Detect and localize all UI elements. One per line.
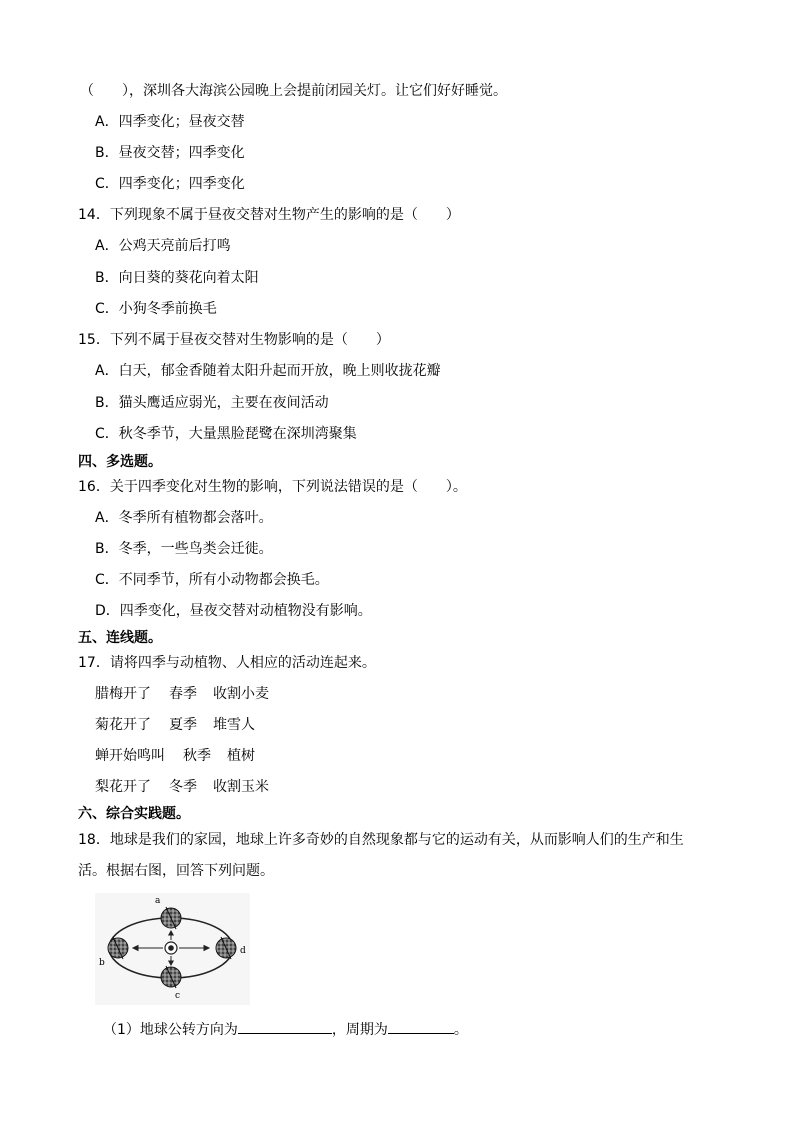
match-right-item: 收割小麦 bbox=[213, 686, 269, 702]
q16-option-b: B．冬季，一些鸟类会迁徙。 bbox=[95, 541, 273, 557]
sub1-text-part3: 。 bbox=[453, 1022, 468, 1038]
match-right-item: 堆雪人 bbox=[213, 717, 255, 733]
question-18-stem-line2: 活。根据右图，回答下列问题。 bbox=[78, 863, 274, 879]
question-18-stem-line1: 18．地球是我们的家园，地球上许多奇妙的自然现象都与它的运动有关，从而影响人们的生产和生 bbox=[78, 832, 684, 848]
question-17-stem: 17．请将四季与动植物、人相应的活动连起来。 bbox=[78, 655, 376, 671]
answer-blank-period[interactable] bbox=[388, 1018, 454, 1034]
question-14-stem: 14．下列现象不属于昼夜交替对生物产生的影响的是（ ） bbox=[78, 207, 460, 223]
q13-option-b: B．昼夜交替；四季变化 bbox=[95, 145, 245, 161]
earth-globe-icon bbox=[108, 937, 128, 959]
match-season-item: 春季 bbox=[169, 686, 197, 702]
q14-option-b: B．向日葵的葵花向着太阳 bbox=[95, 270, 259, 286]
q13-option-c: C．四季变化；四季变化 bbox=[95, 176, 245, 192]
match-season-item: 秋季 bbox=[183, 748, 211, 764]
match-right-item: 收割玉米 bbox=[213, 779, 269, 795]
q16-option-d: D．四季变化，昼夜交替对动植物没有影响。 bbox=[95, 603, 372, 619]
section-6-heading: 六、综合实践题。 bbox=[78, 806, 190, 822]
match-season-item: 夏季 bbox=[169, 717, 197, 733]
q15-option-c: C．秋冬季节，大量黑脸琵鹭在深圳湾聚集 bbox=[95, 426, 357, 442]
sun-icon bbox=[165, 942, 177, 954]
position-label-c: c bbox=[175, 991, 181, 1001]
position-label-b: b bbox=[99, 958, 105, 968]
position-label-a: a bbox=[155, 896, 161, 906]
earth-orbit-diagram bbox=[95, 893, 250, 1005]
earth-globe-icon bbox=[161, 966, 181, 988]
position-label-d: d bbox=[240, 946, 246, 956]
q18-subquestion-1 bbox=[103, 1018, 468, 1040]
answer-blank-direction[interactable] bbox=[238, 1018, 332, 1034]
q14-option-a: A．公鸡天亮前后打鸣 bbox=[95, 238, 231, 254]
match-left-item: 腊梅开了 bbox=[95, 686, 151, 702]
question-16-stem: 16．关于四季变化对生物的影响，下列说法错误的是（ ）。 bbox=[78, 479, 467, 495]
question-13-stem: （ ），深圳各大海滨公园晚上会提前闭园关灯。让它们好好睡觉。 bbox=[80, 83, 507, 99]
earth-globe-icon bbox=[161, 907, 181, 929]
q14-option-c: C．小狗冬季前换毛 bbox=[95, 301, 217, 317]
sub1-text-part2: ，周期为 bbox=[331, 1022, 388, 1038]
section-4-heading: 四、多选题。 bbox=[78, 454, 162, 470]
match-right-item: 植树 bbox=[227, 748, 255, 764]
match-left-item: 梨花开了 bbox=[95, 779, 151, 795]
section-5-heading: 五、连线题。 bbox=[78, 630, 162, 646]
q15-option-a: A．白天，郁金香随着太阳升起而开放，晚上则收拢花瓣 bbox=[95, 363, 441, 379]
q13-option-a: A．四季变化；昼夜交替 bbox=[95, 114, 245, 130]
q16-option-a: A．冬季所有植物都会落叶。 bbox=[95, 510, 273, 526]
match-season-item: 冬季 bbox=[169, 779, 197, 795]
match-left-item: 菊花开了 bbox=[95, 717, 151, 733]
earth-globe-icon bbox=[216, 937, 236, 959]
sub1-text-part1: （1）地球公转方向为 bbox=[103, 1022, 238, 1038]
question-15-stem: 15．下列不属于昼夜交替对生物影响的是（ ） bbox=[78, 332, 390, 348]
q15-option-b: B．猫头鹰适应弱光，主要在夜间活动 bbox=[95, 395, 329, 411]
match-left-item: 蝉开始鸣叫 bbox=[95, 748, 165, 764]
q16-option-c: C．不同季节，所有小动物都会换毛。 bbox=[95, 572, 329, 588]
